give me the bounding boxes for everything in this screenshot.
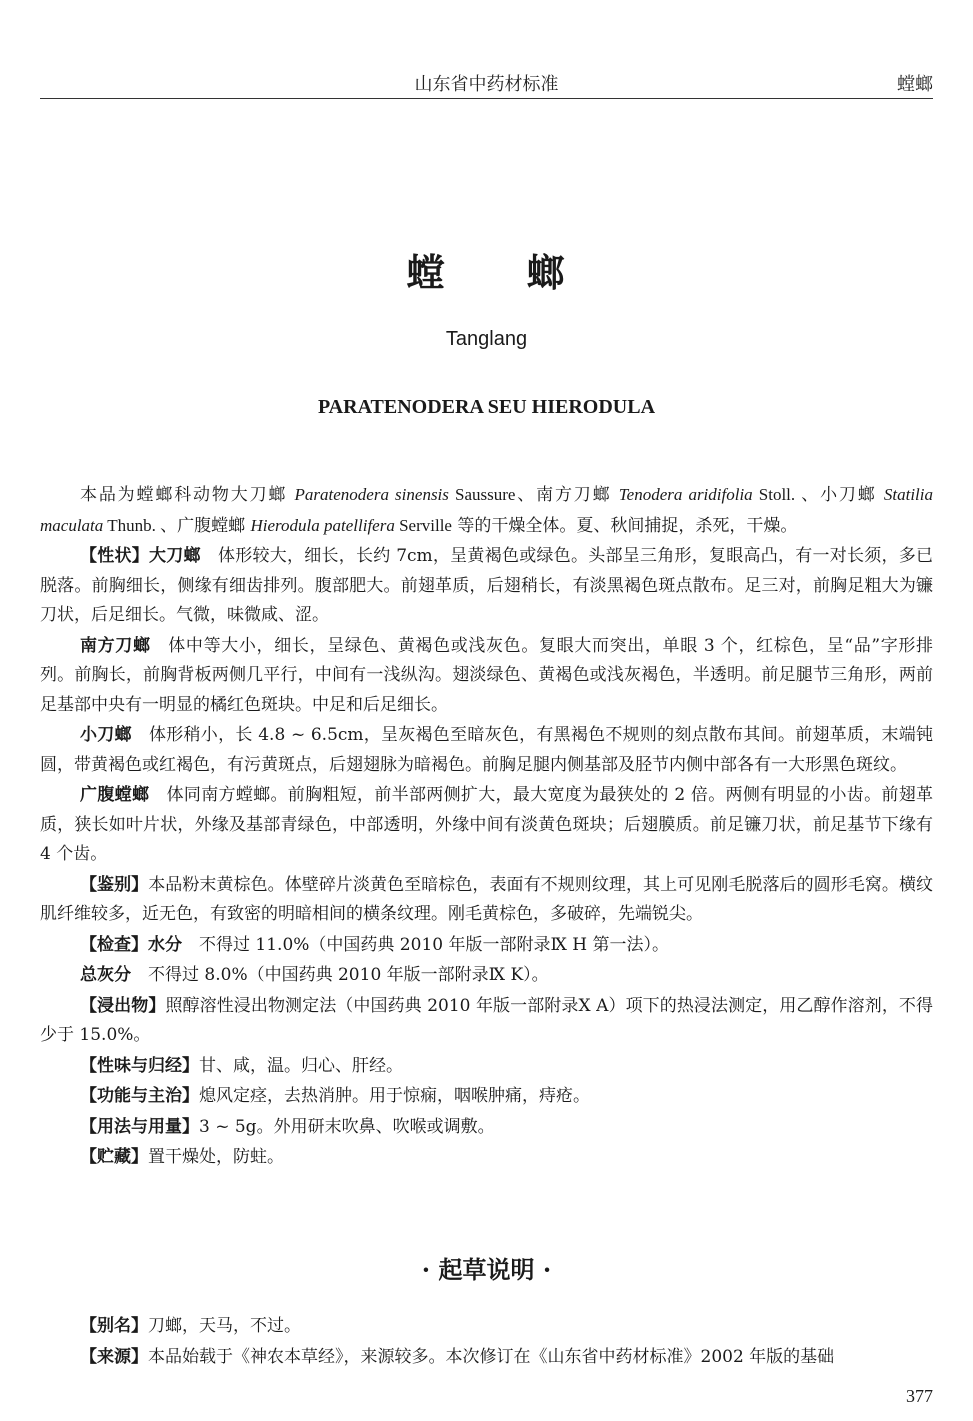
section-text: 本品粉末黄棕色。体壁碎片淡黄色至暗棕色，表面有不规则纹理，其上可见刚毛脱落后的圆形毛窝。横纹肌纤维较多，近无色，有致密的明暗相间的横条纹理。刚毛黄棕色，多破碎，先端锐尖。 — [40, 874, 934, 924]
page-title — [0, 242, 973, 297]
section-label: 【性味与归经】 — [80, 1055, 199, 1075]
section-label: 【浸出物】 — [80, 995, 166, 1015]
gongneng-paragraph — [40, 1081, 933, 1112]
section-text: 体中等大小，细长，呈绿色、黄褐色或浅灰色。复眼大而突出，单眼 3 个，红棕色，呈“品”字形排列。前胸长，前胸背板两侧几平行，中间有一浅纵沟。翅淡绿色、黄褐色或浅灰褐色，半透明。前足腿节三角形，两前足基部中央有一明显的橘红色斑块。中足和后足细长。 — [40, 635, 934, 715]
xingwei-paragraph — [40, 1051, 933, 1082]
section-label: 【功能与主治】 — [80, 1086, 199, 1105]
title-char-1: 螳 — [406, 250, 447, 295]
subsection-label: 广腹螳螂 — [80, 785, 150, 804]
yongfa-paragraph — [40, 1112, 933, 1143]
section-text: 体形较大，细长，长约 7cm，呈黄褐色或绿色。头部呈三角形，复眼高凸，有一对长须，多已脱落。前胸细长，侧缘有细齿排列。腹部肥大。前翅革质，后翅稍长，有淡黑褐色斑点散布。足三对，前胸足粗大为镰刀状，后足细长。气微，味微咸、涩。 — [40, 546, 934, 625]
zhucang-paragraph — [40, 1142, 933, 1173]
intro-text: 、广腹螳螂 — [160, 515, 251, 536]
section-text: 刀螂，天马，不过。 — [148, 1316, 301, 1336]
species-author: Thunb. — [103, 515, 161, 535]
section-label: 【别名】 — [80, 1316, 148, 1335]
subsection-label: 总灰分 — [80, 965, 131, 984]
section-label: 【来源】 — [80, 1346, 148, 1366]
section-text: 3 ~ 5g。外用研末吹鼻、吹喉或调敷。 — [199, 1116, 495, 1137]
jinchuwu-paragraph — [40, 991, 933, 1051]
running-head: 螳螂 — [897, 74, 933, 95]
xingzhuang-paragraph — [40, 541, 933, 631]
section-text: 体同南方螳螂。前胸粗短，前半部两侧扩大，最大宽度为最狭处的 2 倍。两侧有明显的小齿。前翅革质，狭长如叶片状，外缘及基部青绿色，中部透明，外缘中间有淡黄色斑块；后翅膜质。前足镰刀状，前足基节下缘有 4 个齿。 — [40, 785, 934, 864]
section-label: 【鉴别】 — [80, 874, 149, 894]
monograph-body — [40, 480, 933, 1173]
section-text: 不得过 8.0%（中国药典 2010 年版一部附录Ⅸ K）。 — [131, 965, 549, 985]
intro-text: 、南方刀螂 — [515, 485, 619, 505]
section-label: 【检查】 — [80, 934, 148, 954]
latin-title: PARATENODERA SEU HIERODULA — [317, 396, 656, 418]
nanfang-paragraph — [40, 631, 933, 721]
intro-text: 、小刀螂 — [801, 485, 884, 505]
huifen-paragraph — [40, 960, 933, 991]
section-label: 【性状】 — [80, 546, 150, 565]
jiancha-paragraph — [40, 930, 933, 961]
section-text: 甘、咸，温。归心、肝经。 — [199, 1055, 403, 1076]
section-label: 【用法与用量】 — [80, 1116, 199, 1136]
subsection-label: 水分 — [148, 934, 182, 954]
bieming-paragraph — [40, 1311, 933, 1342]
book-title-header: 山东省中药材标准 — [414, 74, 559, 95]
intro-paragraph — [40, 480, 933, 541]
guangfu-paragraph — [40, 780, 933, 870]
section-text: 体形稍小，长 4.8 ~ 6.5cm，呈灰褐色至暗灰色，有黑褐色不规则的刻点散布其间。前翅革质，末端钝圆，带黄褐色或红褐色，有污黄斑点，后翅翅脉为暗褐色。前胸足腿内侧基部及胫节内侧中部各有一大形黑色斑纹。 — [40, 725, 934, 775]
species-name: Hierodula patellifera — [250, 515, 395, 535]
intro-text: 等的干燥全体。夏、秋间捕捉，杀死，干燥。 — [451, 515, 798, 536]
section-text: 本品始载于《神农本草经》，来源较多。本次修订在《山东省中药材标准》2002 年版的基础 — [148, 1346, 835, 1367]
header-rule — [40, 98, 933, 99]
page-number: 377 — [906, 1386, 933, 1406]
section-label: 【贮藏】 — [80, 1147, 148, 1166]
subsection-label: 南方刀螂 — [80, 635, 151, 655]
pinyin-title: Tanglang — [445, 328, 528, 350]
section-text: 照醇溶性浸出物测定法（中国药典 2010 年版一部附录Ⅹ A）项下的热浸法测定，用乙醇作溶剂，不得少于 15.0%。 — [40, 995, 934, 1045]
xiaodao-paragraph — [40, 720, 933, 780]
title-char-2: 螂 — [526, 250, 567, 295]
species-name: Paratenodera sinensis — [294, 485, 449, 504]
draft-body — [40, 1311, 933, 1372]
species-author: Stoll. — [752, 485, 802, 504]
species-author: Saussure — [448, 485, 516, 504]
laiyuan-paragraph — [40, 1342, 933, 1373]
section-text: 置干燥处，防蛀。 — [148, 1147, 284, 1167]
species-name: Tenodera aridifolia — [618, 485, 753, 504]
subsection-label: 大刀螂 — [149, 546, 201, 565]
species-name: Statilia maculata — [40, 485, 933, 535]
section-text: 不得过 11.0%（中国药典 2010 年版一部附录Ⅸ H 第一法）。 — [182, 934, 670, 955]
section-text: 熄风定痉，去热消肿。用于惊痫，咽喉肿痛，痔疮。 — [199, 1086, 590, 1106]
subsection-label: 小刀螂 — [80, 725, 132, 744]
jianbie-paragraph — [40, 870, 933, 930]
species-author: Serville — [394, 515, 452, 535]
draft-heading: · 起草说明 · — [421, 1255, 552, 1284]
intro-text: 本品为螳螂科动物大刀螂 — [80, 485, 295, 505]
